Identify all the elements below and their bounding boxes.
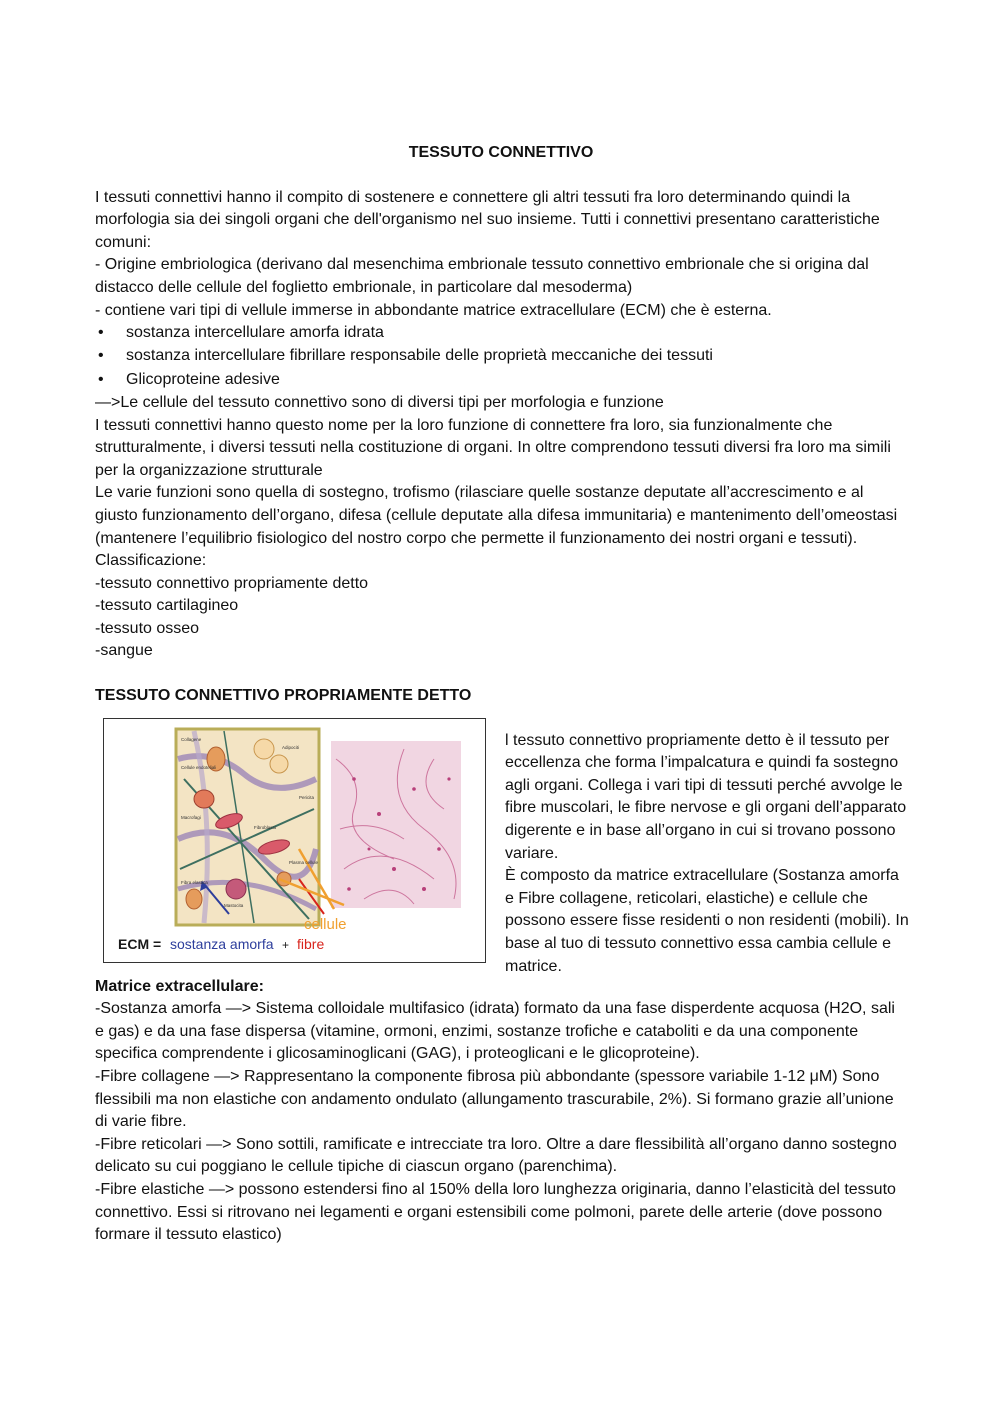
intro-paragraph-1: I tessuti connettivi hanno il compito di sostenere e connettere gli altri tessuti fra loro determinando quindi la morfologia sia dei singoli organi che dell'organismo nel suo insieme. Tutti i connettivi presentano caratteristiche comuni: [95, 188, 880, 251]
classification-item: -tessuto connettivo propriamente detto [95, 574, 369, 592]
bullet-item: • sostanza intercellulare fibrillare responsabile delle proprietà meccaniche dei tessuti [95, 345, 907, 368]
cell-label: Adipociti [282, 744, 300, 750]
classification-heading: Classificazione: [95, 552, 207, 570]
intro-paragraph-3: - contiene vari tipi di vellule immerse in abbondante matrice extracellulare (ECM) che è esterna. [95, 301, 772, 319]
page-title: TESSUTO CONNETTIVO [408, 144, 594, 161]
connective-tissue-figure [103, 718, 486, 963]
bullet-item: • Glicoproteine adesive [95, 369, 907, 392]
classification-item: -sangue [95, 642, 153, 660]
section-heading: TESSUTO CONNETTIVO PROPRIAMENTE DETTO [95, 687, 472, 705]
cell-label: Pericita [299, 794, 315, 800]
cellule-label: cellule [304, 915, 347, 933]
body-paragraph: Le varie funzioni sono quella di sostegno, trofismo (rilasciare quelle sostanze deputate all’accrescimento e al giusto funzionamento dell’organo, difesa (cellule deputate alla difesa immunitaria) e mantenimento dell’omeostasi (mantenere l’equilibrio fisiologico del nostro corpo che permette il funzionamento dei nostri organi e tessuti). [95, 484, 898, 547]
cell-label: Plasma cellule [289, 859, 319, 865]
fibre-label: fibre [297, 935, 325, 952]
cell-label: Macrofagi [181, 814, 201, 820]
classification-item: -tessuto osseo [95, 619, 200, 637]
cell-label: Collagene [181, 736, 202, 742]
cell-label: Fibroblasto [254, 824, 277, 830]
classification-item: -tessuto cartilagineo [95, 597, 239, 615]
matrice-paragraph: -Sostanza amorfa —> Sistema colloidale multifasico (idrata) formato da una fase disperdente acquosa (H2O, sali e gas) e da una fase dispersa (vitamine, ormoni, enzimi, sostanze trofiche e cataboliti e da una componente specifica comprendente i glicosaminoglicani (GAG), i proteoglicani e le glicoproteine). [95, 1000, 895, 1063]
intro-paragraph-2: - Origine embriologica (derivano dal mesenchima embrionale tessuto connettivo embrionale che si origina dal distacco delle cellule del foglietto embrionale, in particolare dal mesoderma) [95, 256, 869, 296]
cell-label: Mastocita [224, 902, 244, 908]
bullet-list [95, 322, 907, 392]
cell-label: Cellule endoteliali [181, 764, 217, 770]
document-page [95, 142, 907, 1247]
ecm-label: ECM = [118, 935, 162, 952]
figure-row [95, 718, 907, 976]
matrice-paragraph: -Fibre elastiche —> possono estendersi fino al 150% della loro lunghezza originaria, danno l’elasticità del tessuto connettivo. Essi si ritrovano nei legamenti e organi estensibili come polmoni, parete delle arterie (dove possono formare il tessuto elastico) [95, 1181, 896, 1244]
bullet-item: • sostanza intercellulare amorfa idrata [95, 322, 907, 345]
amorfa-label: sostanza amorfa [170, 935, 274, 952]
body-paragraph: —>Le cellule del tessuto connettivo sono di diversi tipi per morfologia e funzione [95, 393, 664, 411]
matrice-paragraph: -Fibre reticolari —> Sono sottili, ramificate e intrecciate tra loro. Oltre a dare flessibilità all’organo danno sostegno delicato su cui poggiano le cellule tipiche di ciascun organo (parenchima). [95, 1135, 897, 1176]
cell-label: Fibra elastica [181, 879, 208, 885]
side-paragraph: l tessuto connettivo propriamente detto è il tessuto per eccellenza che forma l’impalcatura e quindi fa sostegno agli organi. Collega i vari tipi di tessuti perché avvolge le fibre muscolari, le fibre nervose e gli organi dell’apparato digerente e in base all’organo in cui si trovano possono variare. [505, 731, 907, 862]
plus-sign: + [282, 937, 290, 952]
body-paragraph: I tessuti connettivi hanno questo nome per la loro funzione di connettere fra loro, sia funzionalmente che strutturalmente, i diversi tessuti nella costituzione di organi. In oltre comprendono tessuti diversi fra loro ma simili per la organizzazione strutturale [95, 416, 891, 479]
connective-tissue-illustration [104, 719, 485, 962]
figure-side-text [505, 730, 910, 979]
side-paragraph: È composto da matrice extracellulare (Sostanza amorfa e Fibre collagene, reticolari, elastiche) e cellule che possono essere fisse residenti o non residenti (mobili). In base al tuo di tessuto connettivo essa cambia cellule e matrice. [505, 867, 909, 975]
matrice-paragraph: -Fibre collagene —> Rappresentano la componente fibrosa più abbondante (spessore variabile 1-12 μM) Sono flessibili ma non elastiche con andamento ondulato (allungamento trascurabile, 2%). Si formano grazie all’unione di varie fibre. [95, 1068, 894, 1131]
matrice-heading: Matrice extracellulare: [95, 977, 264, 995]
